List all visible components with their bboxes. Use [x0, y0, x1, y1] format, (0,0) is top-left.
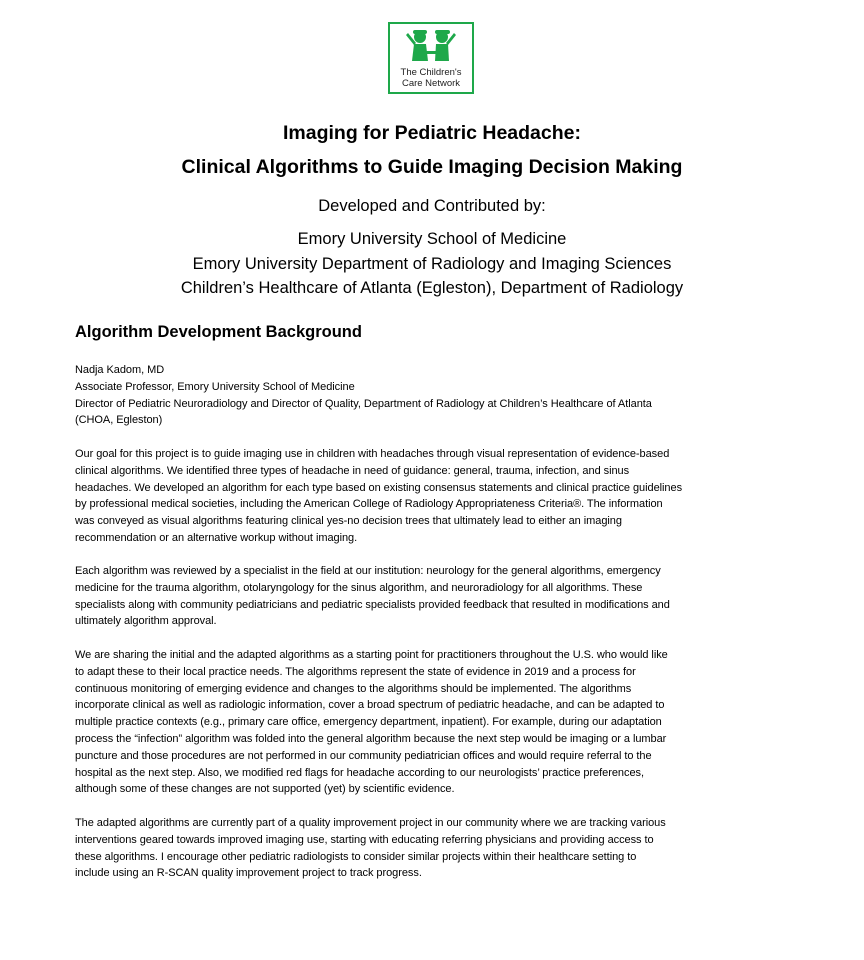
institution: Emory University School of Medicine — [297, 230, 567, 248]
paragraph — [75, 563, 670, 630]
institution: Emory University Department of Radiology and Imaging Sciences — [192, 255, 672, 273]
text-line: include using an R-SCAN quality improvement project to track progress. — [75, 867, 422, 880]
text-line: multiple practice contexts (e.g., primary care office, emergency department, inpatient). For example, during our adaptation — [75, 716, 662, 729]
children-figures-icon — [404, 27, 458, 65]
text-line: to adapt these to their local practice needs. The algorithms represent the state of evidence in 2019 and a process for — [75, 665, 636, 678]
text-line: interventions geared towards improved imaging use, starting with educating referring physicians and providing access to — [75, 833, 654, 846]
text-line: puncture and those procedures are not performed in our community pediatrician offices and would require referral to the — [75, 749, 652, 762]
author-line: (CHOA, Egleston) — [75, 414, 163, 427]
section-heading: Algorithm Development Background — [75, 323, 362, 341]
paragraph — [75, 815, 666, 882]
author-line: Nadja Kadom, MD — [75, 364, 165, 376]
text-line: We are sharing the initial and the adapted algorithms as a starting point for practitioners throughout the U.S. who would like — [75, 649, 668, 661]
logo-text-line2: Care Network — [401, 78, 461, 89]
text-line: was conveyed as visual algorithms featuring clinical yes-no decision trees that ultimately lead to either an imaging — [75, 515, 622, 528]
author-line: Associate Professor, Emory University School of Medicine — [75, 380, 355, 393]
childrens-care-network-logo — [388, 22, 474, 94]
text-line: although some of these changes are not supported (yet) by scientific evidence. — [75, 783, 455, 796]
author-line: Director of Pediatric Neuroradiology and Director of Quality, Department of Radiology at Children’s Healthcare of Atlanta — [75, 397, 652, 410]
text-line: specialists along with community pediatricians and pediatric specialists provided feedback that resulted in modifications and — [75, 598, 670, 611]
text-line: process the “infection” algorithm was folded into the general algorithm because the next step would be imaging or a lumbar — [75, 732, 667, 745]
text-line: incorporate clinical as well as radiologic information, cover a broad spectrum of pediatric headache, and can be adapted to — [75, 699, 665, 712]
text-line: recommendation or an alternative workup without imaging. — [75, 531, 358, 544]
text-line: The adapted algorithms are currently part of a quality improvement project in our community where we are tracking various — [75, 817, 666, 829]
paragraph — [75, 647, 668, 798]
document-title-line2: Clinical Algorithms to Guide Imaging Decision Making — [181, 156, 683, 178]
paragraph — [75, 446, 682, 547]
text-line: clinical algorithms. We identified three types of headache in need of guidance: general, trauma, infection, and sinus — [75, 464, 630, 477]
text-line: ultimately algorithm approval. — [75, 615, 217, 628]
text-line: hospital as the next step. Also, we modified red flags for headache according to our neurologists’ practice preferences, — [75, 766, 644, 779]
text-line: headaches. We developed an algorithm for each type based on existing consensus statements and clinical practice guidelines — [75, 481, 683, 494]
institution: Children’s Healthcare of Atlanta (Egleston), Department of Radiology — [180, 279, 684, 297]
author-block — [75, 362, 652, 429]
text-line: these algorithms. I encourage other pediatric radiologists to consider similar projects within their healthcare setting to — [75, 850, 637, 863]
document-title-line1: Imaging for Pediatric Headache: — [283, 122, 581, 144]
text-line: medicine for the trauma algorithm, otolaryngology for the sinus algorithm, and neuroradiology for all algorithms. These — [75, 581, 643, 594]
text-line: continuous monitoring of emerging evidence and changes to the algorithms should be implemented. The algorithms — [75, 682, 632, 695]
text-line: Our goal for this project is to guide imaging use in children with headaches through visual representation of evidence-based — [75, 448, 670, 460]
contributed-by: Developed and Contributed by: — [318, 197, 546, 215]
text-line: Each algorithm was reviewed by a specialist in the field at our institution: neurology for the general algorithms, emergency — [75, 565, 661, 577]
text-line: by professional medical societies, including the American College of Radiology Appropriateness Criteria®. The information — [75, 498, 663, 511]
logo-text-line1: The Children's — [400, 67, 462, 78]
